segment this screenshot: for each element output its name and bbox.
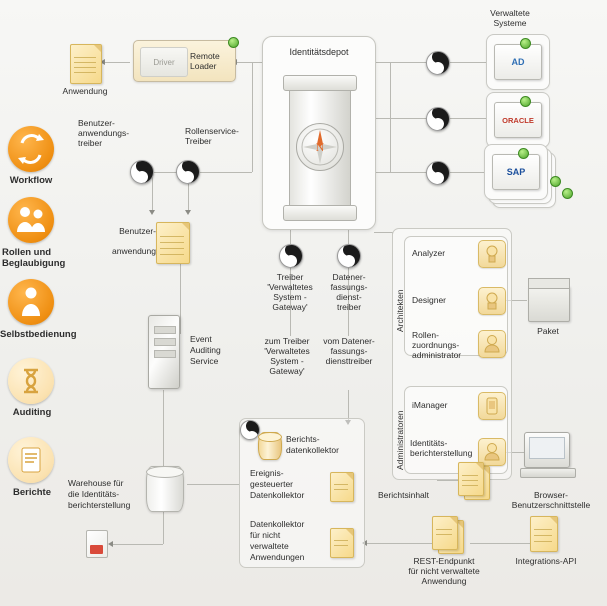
sidebar-label-rollen-2: Beglaubigung [2,258,66,269]
vault-compass-icon [296,123,344,171]
label-browser-1: Browser- [533,490,568,500]
label-vom-dienst-1: vom Datener- [323,336,375,346]
collector-driver-icon[interactable] [240,420,260,440]
designer-icon[interactable] [478,287,506,315]
paket-icon[interactable] [528,286,570,322]
status-dot [520,38,531,49]
label-integrations-api: Integrations-API [515,556,577,566]
sidebar-icon-auditing[interactable] [8,358,54,404]
rest-endpoint-doc-1[interactable] [432,516,458,550]
label-rollenservice-2: Treiber [185,136,212,146]
connector [437,480,459,481]
integrations-api-icon[interactable] [530,516,558,552]
connector [374,232,392,233]
label-datenerfassung-2: fassungs- [330,282,368,292]
label-berichtsdatenkollektor-1: Berichts- [286,434,320,444]
label-designer: Designer [412,295,447,305]
label-berichtsdatenkollektor-2: datenkollektor [286,445,339,455]
label-datenerfassung-4: treiber [336,302,362,312]
label-treiber-vsg-4: Gateway' [272,302,308,312]
benutzeranwendung-icon[interactable] [156,222,190,264]
label-remote-loader-1: Remote [190,51,220,61]
label-event-auditing-1: Event [190,334,212,344]
sidebar-label-auditing: Auditing [12,407,52,418]
status-dot [550,176,561,187]
label-benutzertreiber-2: anwendungs- [78,128,130,138]
event-auditing-service-icon[interactable] [148,315,180,389]
arrow-left [108,541,113,547]
ad-logo: AD [494,44,542,80]
label-treiber-vsg-3: System - [273,292,307,302]
sidebar-icon-selbstbedienung[interactable] [8,279,54,325]
pdf-report-icon[interactable] [86,530,108,558]
status-dot [562,188,573,199]
label-zum-treiber-2: 'Verwaltetes [264,346,310,356]
sap-logo: SAP [492,154,540,190]
label-verwaltete-systeme-2: Systeme [493,18,527,28]
connector [112,544,163,545]
analyzer-icon[interactable] [478,240,506,268]
sidebar-icon-rollen[interactable] [8,197,54,243]
connector [290,228,291,244]
label-rollenzuordnung-3: administrator [412,350,462,360]
sidebar-label-workflow: Workflow [9,175,53,186]
label-ereignis-kollektor-3: Datenkollektor [250,490,305,500]
label-zum-treiber-1: zum Treiber [264,336,310,346]
arrow-down [185,210,191,215]
label-treiber-vsg-1: Treiber [276,272,304,282]
label-benutzertreiber-1: Benutzer- [78,118,115,128]
connector [348,228,349,244]
label-imanager: iManager [412,400,448,410]
sidebar-icon-berichte[interactable] [8,437,54,483]
status-dot [228,37,239,48]
connector [152,172,252,173]
label-verwaltete-systeme-1: Verwaltete [490,8,530,18]
imanager-icon[interactable] [478,392,506,420]
connector [104,62,130,63]
sap-driver-icon[interactable] [426,161,450,185]
oracle-driver-icon[interactable] [426,107,450,131]
status-dot [520,96,531,107]
ereignis-kollektor-icon[interactable] [330,472,354,502]
label-warehouse-1: Warehouse für [68,478,124,488]
label-benutzeranwendung-2: anwendung [112,246,156,256]
treiber-verwaltetes-system-gateway-icon[interactable] [279,244,303,268]
connector [188,183,189,213]
driver-label: Driver [140,47,188,77]
label-nichtverwaltet-2: für nicht [250,530,281,540]
label-berichtsinhalt: Berichtsinhalt [378,490,430,500]
connector [234,62,262,63]
label-paket: Paket [537,326,559,336]
svg-text:N: N [315,140,325,154]
connector [366,543,432,544]
label-administratoren: Administratoren [395,410,405,470]
label-benutzeranwendung-1: Benutzer- [119,226,156,236]
label-remote-loader-2: Loader [190,61,217,71]
label-vom-dienst-2: fassungs- [330,346,368,356]
label-rollenservice-1: Rollenservice- [185,126,239,136]
label-event-auditing-3: Service [190,356,219,366]
label-identitaetsberichte-2: berichterstellung [410,448,473,458]
connector [163,390,164,470]
berichtsinhalt-doc-1[interactable] [458,462,484,496]
label-rest-3: Anwendung [421,576,467,586]
label-architekten: Architekten [395,289,405,332]
rollenzuordnungsadministrator-icon[interactable] [478,330,506,358]
berichtsdatenkollektor-icon[interactable] [258,432,282,460]
label-rest-2: für nicht verwaltete [408,566,480,576]
label-warehouse-3: berichterstellung [68,500,131,510]
datenerfassungsdiensttreiber-icon[interactable] [337,244,361,268]
label-vom-dienst-3: diensttreiber [325,356,373,366]
anwendung-doc-icon[interactable] [70,44,102,84]
connector [374,62,426,63]
label-zum-treiber-3: System - [270,356,304,366]
status-dot [518,148,529,159]
label-identitaetsberichte-1: Identitäts- [410,438,448,448]
ad-driver-icon[interactable] [426,51,450,75]
connector [448,118,488,119]
benutzeranwendungstreiber-icon[interactable] [130,160,154,184]
connector [448,62,488,63]
label-analyzer: Analyzer [412,248,446,258]
label-zum-treiber-4: Gateway' [269,366,305,376]
label-rest-1: REST-Endpunkt [413,556,475,566]
label-anwendung: Anwendung [62,86,108,96]
arrow-down [149,210,155,215]
sidebar-label-selbstbedienung: Selbstbedienung [0,329,77,340]
connector [374,172,426,173]
sidebar-label-rollen-1: Rollen und [2,247,52,258]
label-ereignis-kollektor-1: Ereignis- [250,468,284,478]
sidebar-icon-workflow[interactable] [8,126,54,172]
label-identitaetsdepot: Identitätsdepot [289,47,349,57]
connector [470,543,530,544]
label-ereignis-kollektor-2: gesteuerter [250,479,293,489]
identity-vault-panel[interactable] [262,36,376,230]
connector [374,118,426,119]
label-benutzertreiber-3: treiber [78,138,103,148]
browser-monitor-icon[interactable] [524,432,570,468]
oracle-logo: ORACLE [494,102,542,138]
label-warehouse-2: die Identitäts- [68,489,120,499]
label-datenerfassung-3: dienst- [336,292,362,302]
label-browser-2: Benutzerschnittstelle [511,500,591,510]
connector [390,62,391,172]
connector [252,62,253,172]
label-datenerfassung-1: Datener- [332,272,366,282]
label-nichtverwaltet-3: verwaltete [250,541,289,551]
label-treiber-vsg-2: 'Verwaltetes [267,282,313,292]
keyboard-icon [520,468,576,478]
connector [187,484,239,485]
label-event-auditing-2: Auditing [190,345,221,355]
rollenservice-treiber-icon[interactable] [176,160,200,184]
connector [163,510,164,544]
label-nichtverwaltet-1: Datenkollektor [250,519,305,529]
label-rollenzuordnung-1: Rollen- [412,330,439,340]
connector [448,172,488,173]
label-rollenzuordnung-2: zuordnungs- [412,340,460,350]
connector [180,262,181,334]
sidebar-label-berichte: Berichte [12,487,51,498]
label-nichtverwaltet-4: Anwendungen [250,552,305,562]
